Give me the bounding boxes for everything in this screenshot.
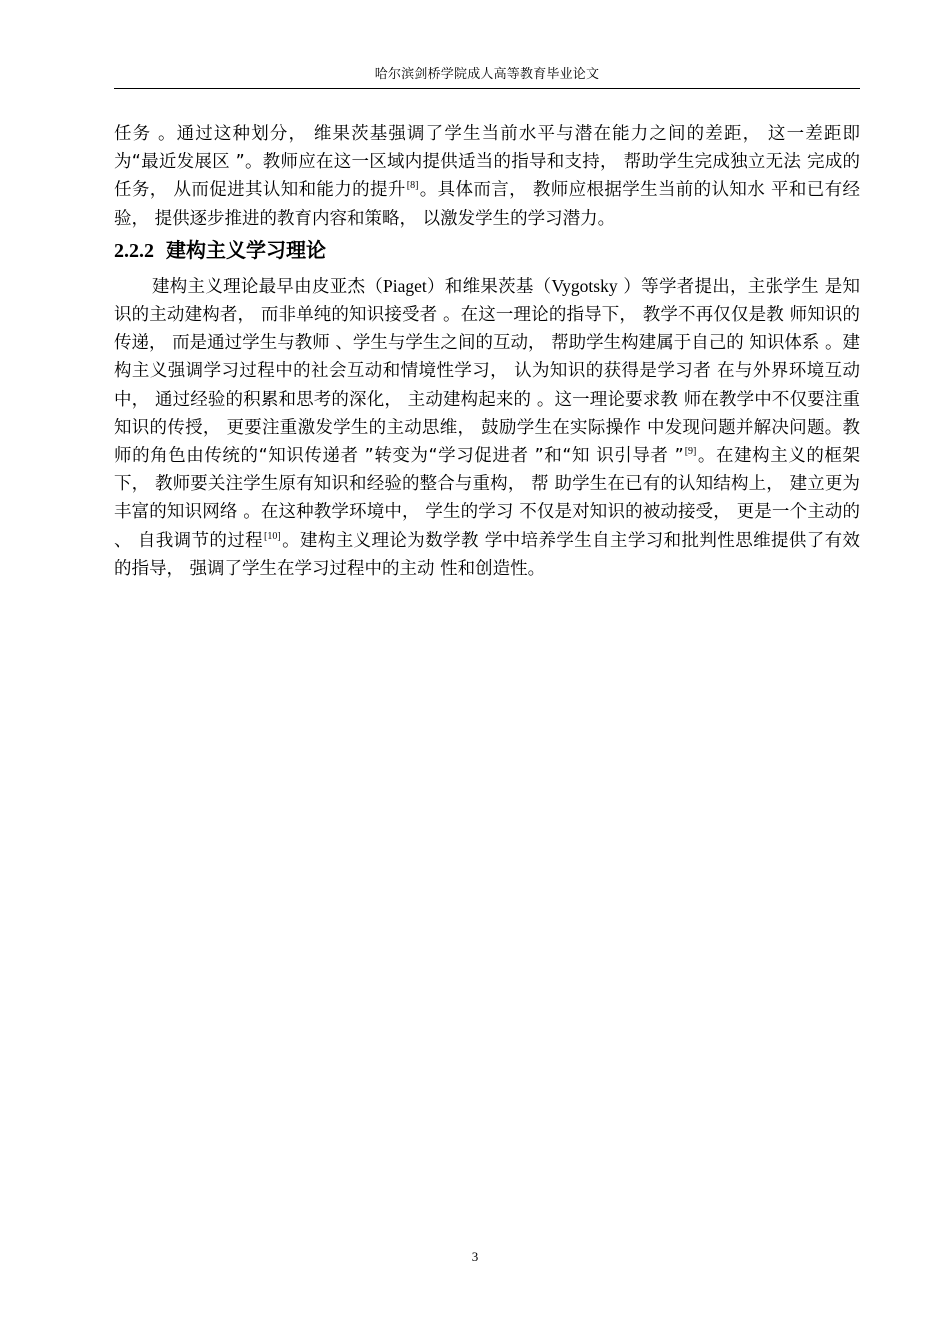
page-header: 哈尔滨剑桥学院成人高等教育毕业论文 <box>374 67 600 82</box>
section-number: 2.2.2 <box>114 239 154 262</box>
paragraph-text: 建构主义理论最早由皮亚杰（ <box>152 276 384 297</box>
citation-ref: [9] <box>684 446 697 458</box>
header-divider <box>114 88 860 89</box>
paragraph-text: ）等学者提出，主张学生 是知识的主动建构者， 而非单纯的知识接受者 。在这一理论的指导下， 教学不再仅仅是教 师知识的传递， 而是通过学生与教师 、学生与学生之间的互动， 帮助学生构建属于自己的 知识体系 。建构主义强调学习过程中的社会互动和情境性学习， 认为知识的获得是学习者 在与外界环境互动中， 通过经验的积累和思考的深化， 主动建构起来的 。这一理论要求教 师在教学中不仅要注重知识的传授， 更要注重激发学生的主动思维， 鼓励学生在实际操作 中发现问题并解决问题。教师的角色由传统的“知识传递者 ”转变为“学习促进者 ”和“知 识引导者 ” <box>114 276 861 467</box>
paragraph-constructivism <box>114 272 860 583</box>
paragraph-text: 。建构主义理论为数学教 学中培养学生自主学习和批判性思维提供了有效的指导， 强调了学生在学习过程中的主动 性和创造性。 <box>114 530 861 579</box>
page-number: 3 <box>471 1249 479 1264</box>
paragraph-text: 。在建构主义的框架下， 教师要关注学生原有知识和经验的整合与重构， 帮 助学生在已有的认知结构上， 建立更为丰富的知识网络 。在这种教学环境中， 学生的学习 不仅是对知识的被动接受， 更是一个主动的 、 自我调节的过程 <box>114 446 860 551</box>
section-title: 建构主义学习理论 <box>166 237 326 262</box>
paragraph-text: 。具体而言， 教师应根据学生当前的认知水 平和已有经验， 提供逐步推进的教育内容和策略， 以激发学生的学习潜力。 <box>114 180 861 229</box>
person-name: Vygotsky <box>551 275 618 296</box>
paragraph-text: 任务 。通过这种划分， 维果茨基强调了学生当前水平与潜在能力之间的差距， 这一差距即 为“最近发展区 ”。教师应在这一区域内提供适当的指导和支持， 帮助学生完成独立无法 完成的任务， 从而促进其认知和能力的提升 <box>114 124 860 201</box>
citation-ref: [8] <box>406 180 419 192</box>
paragraph-text: ）和维果茨基（ <box>426 276 552 297</box>
section-heading <box>114 235 860 266</box>
person-name: Piaget <box>383 275 427 296</box>
citation-ref: [10] <box>264 530 281 542</box>
paragraph-continuation <box>114 120 860 233</box>
body-content <box>114 120 860 583</box>
